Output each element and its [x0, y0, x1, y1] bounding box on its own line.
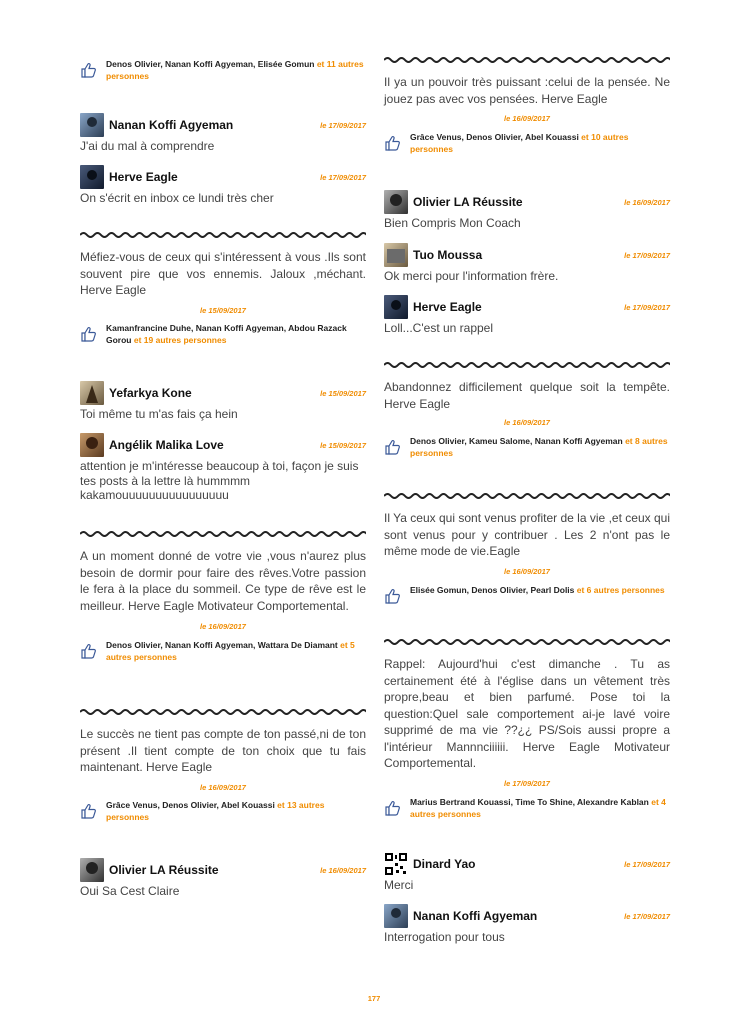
- thumbs-up-icon: [384, 800, 402, 816]
- post-date: le 16/09/2017: [200, 622, 246, 631]
- comment-text: On s'écrit en inbox ce lundi très cher: [80, 191, 274, 205]
- comment: [384, 190, 670, 231]
- comment-text: Loll...C'est un rappel: [384, 321, 494, 335]
- comment-date: le 17/09/2017: [624, 302, 670, 312]
- avatar: [384, 295, 408, 319]
- post: [80, 231, 366, 346]
- comment-date: le 15/09/2017: [320, 388, 366, 398]
- comment: [80, 113, 366, 154]
- post-text: Le succès ne tient pas compte de ton passé,ni de ton présent .Il tient compte de ton choix que tu fais maintenant. Herve Eagle: [80, 727, 366, 774]
- post: [80, 708, 366, 823]
- avatar: [384, 190, 408, 214]
- comment-date: le 17/09/2017: [624, 911, 670, 921]
- wave-divider: [80, 708, 366, 716]
- comment-text: attention je m'intéresse beaucoup à toi, façon je suis tes posts à la lettre là hummmm kakamouuuuuuuuuuuuuuuu: [80, 459, 359, 502]
- post-text: Méfiez-vous de ceux qui s'intéressent à vous .Ils sont souvent pire que vos ennemis. Jaloux ,méchant. Herve Eagle: [80, 250, 366, 297]
- comment-text: Merci: [384, 878, 414, 892]
- comment-author: Yefarkya Kone: [109, 386, 192, 400]
- thumbs-up-icon: [80, 62, 98, 78]
- comment-date: le 15/09/2017: [320, 440, 366, 450]
- comment-date: le 17/09/2017: [624, 859, 670, 869]
- comment: [384, 243, 670, 284]
- page-number: 177: [367, 994, 381, 1003]
- post: [80, 530, 366, 663]
- post-date: le 16/09/2017: [200, 782, 246, 792]
- comment-author: Olivier LA Réussite: [413, 195, 523, 209]
- likes-text: Grâce Venus, Denos Olivier, Abel Kouassi et 13 autres personnes: [106, 799, 325, 822]
- avatar: [80, 858, 104, 882]
- comment-text: Interrogation pour tous: [384, 930, 505, 944]
- comment-text: Ok merci pour l'information frère.: [384, 269, 559, 283]
- thumbs-up-icon: [384, 439, 402, 455]
- qr-code-avatar: [384, 852, 408, 876]
- comment-author: Angélik Malika Love: [109, 438, 224, 452]
- wave-divider: [80, 231, 366, 239]
- comment-author: Olivier LA Réussite: [109, 863, 219, 877]
- post-text: Rappel: Aujourd'hui c'est dimanche . Tu as certainement été à l'église dans un vêtement très propre,beau et bien parfumé. Pose toi la question:Quel sale comportement ai-je lavé voire supprimé de ma vie ??¿¿ PS/Sois aussi propre a l'intérieur Mannnciiiiii. Herve Eagle Motivateur Comportemental.: [384, 657, 670, 770]
- likes-text: Grâce Venus, Denos Olivier, Abel Kouassi et 10 autres personnes: [410, 132, 629, 154]
- comment-text: Oui Sa Cest Claire: [80, 884, 180, 898]
- comment-date: le 17/09/2017: [624, 250, 670, 260]
- comment: [80, 165, 366, 206]
- wave-divider: [384, 492, 670, 500]
- wave-divider: [384, 56, 670, 64]
- wave-divider: [80, 530, 366, 538]
- comment-date: le 16/09/2017: [320, 865, 366, 875]
- avatar: [80, 381, 104, 405]
- avatar: [80, 165, 104, 189]
- likes-text: Denos Olivier, Nanan Koffi Agyeman, Wattara De Diamant et 5 autres personnes: [106, 640, 355, 662]
- post: [384, 56, 670, 155]
- likes-row: [80, 58, 366, 82]
- post: [384, 361, 670, 459]
- comment-text: Toi même tu m'as fais ça hein: [80, 407, 238, 421]
- wave-divider: [384, 638, 670, 646]
- post-date: le 17/09/2017: [504, 778, 550, 788]
- wave-divider: [384, 361, 670, 369]
- post-text: Il Ya ceux qui sont venus profiter de la vie ,et ceux qui sont venus pour y contribuer . Les 2 n'ont pas le même mode de vie.Eagle: [384, 511, 670, 558]
- post: [384, 492, 670, 604]
- comment-author: Herve Eagle: [413, 300, 482, 314]
- avatar: [80, 433, 104, 457]
- post-text: Abandonnez difficilement quelque soit la tempête. Herve Eagle: [384, 380, 670, 411]
- post-date: le 16/09/2017: [504, 418, 550, 427]
- post-text: Il ya un pouvoir très puissant :celui de la pensée. Ne jouez pas avec vos pensées. Herve Eagle: [384, 75, 670, 106]
- comment: [384, 904, 670, 945]
- comment-text: J'ai du mal à comprendre: [80, 139, 215, 153]
- comment-author: Herve Eagle: [109, 170, 178, 184]
- thumbs-up-icon: [80, 803, 98, 819]
- thumbs-up-icon: [80, 326, 98, 342]
- comment: [384, 295, 670, 336]
- post-date: le 16/09/2017: [504, 114, 550, 123]
- likes-text: Denos Olivier, Nanan Koffi Agyeman, Elisée Gomun et 11 autres personnes: [106, 59, 364, 81]
- avatar: [384, 243, 408, 267]
- comment-date: le 16/09/2017: [624, 197, 670, 207]
- post-text: A un moment donné de votre vie ,vous n'aurez plus besoin de dormir pour faire des rêves.Votre passion le fera à la place du sommeil. Ce type de rêve est le meilleur. Herve Eagle Motivateur Comportemental.: [80, 549, 366, 613]
- likes-text: Denos Olivier, Kameu Salome, Nanan Koffi Agyeman et 8 autres personnes: [410, 436, 668, 458]
- comment-text: Bien Compris Mon Coach: [384, 216, 521, 230]
- thumbs-up-icon: [384, 135, 402, 151]
- likes-text: Kamanfrancine Duhe, Nanan Koffi Agyeman, Abdou Razack Gorou et 19 autres personnes: [106, 322, 347, 345]
- comment-author: Dinard Yao: [413, 857, 476, 871]
- avatar: [384, 904, 408, 928]
- likes-text: Marius Bertrand Kouassi, Time To Shine, Alexandre Kablan et 4 autres personnes: [410, 796, 666, 819]
- comment-date: le 17/09/2017: [320, 172, 366, 182]
- post-date: le 15/09/2017: [200, 305, 246, 315]
- thumbs-up-icon: [80, 643, 98, 659]
- comment-author: Tuo Moussa: [413, 248, 483, 262]
- avatar: [80, 113, 104, 137]
- comment: [80, 381, 366, 422]
- comment-date: le 17/09/2017: [320, 120, 366, 130]
- thumbs-up-icon: [384, 588, 402, 604]
- comment-author: Nanan Koffi Agyeman: [413, 909, 538, 923]
- comment-author: Nanan Koffi Agyeman: [109, 118, 234, 132]
- comment: [80, 433, 366, 503]
- post: [384, 638, 670, 820]
- post-date: le 16/09/2017: [504, 566, 550, 576]
- comment: [384, 852, 670, 893]
- likes-text: Elisée Gomun, Denos Olivier, Pearl Dolis et 6 autres personnes: [410, 584, 665, 595]
- comment: [80, 858, 366, 899]
